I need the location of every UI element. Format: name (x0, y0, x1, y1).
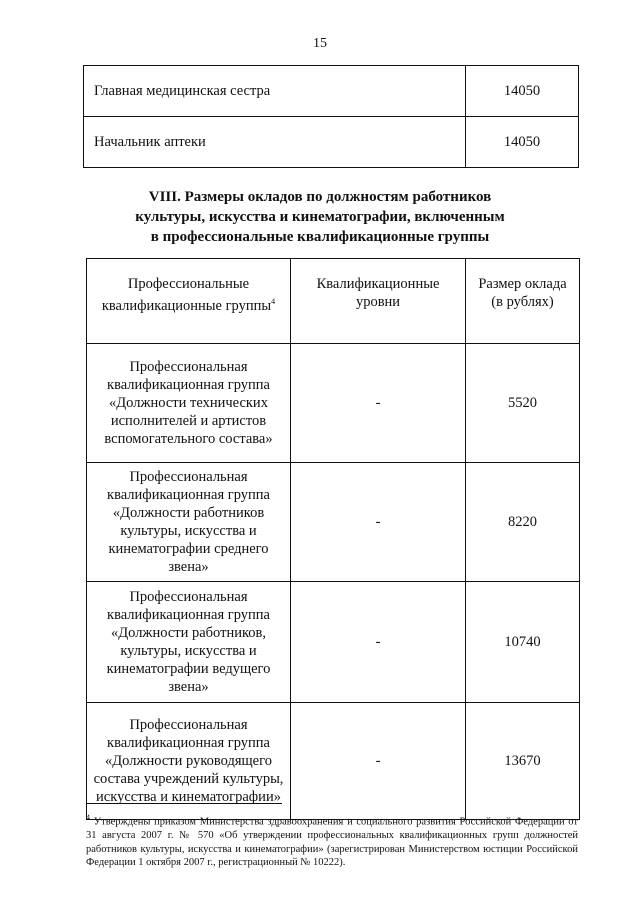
header-groups-label: Профессиональные квалификационные группы (101, 276, 272, 314)
section-title-line: VIII. Размеры окладов по должностям работников (148, 189, 492, 205)
table-row (84, 66, 579, 117)
footnote-ref: 4 (271, 297, 276, 306)
culture-salary-table (86, 258, 580, 820)
footnote-marker: 4 (86, 813, 90, 822)
salary-cell: 5520 (466, 344, 580, 463)
position-cell: Начальник аптеки (84, 117, 466, 168)
footnote-divider (86, 803, 282, 804)
table-row (87, 463, 580, 582)
table-row (87, 582, 580, 703)
section-title (90, 187, 550, 247)
level-cell: - (291, 344, 466, 463)
level-cell: - (291, 703, 466, 820)
table-row (84, 117, 579, 168)
page-number: 15 (313, 36, 327, 51)
section-title-line: в профессиональные квалификационные группы (150, 229, 490, 245)
table-header-row (87, 259, 580, 344)
salary-cell: 13670 (466, 703, 580, 820)
level-cell: - (291, 463, 466, 582)
salary-cell: 8220 (466, 463, 580, 582)
section-title-line: культуры, искусства и кинематографии, включенным (135, 209, 505, 225)
footnote-text: Утверждены приказом Министерства здравоохранения и социального развития Российской Федерации от 31 августа 2007 г. № 570 «Об утверждении профессиональных квалификационных групп должностей работников культуры, искусства и кинематографии» (зарегистрирован Министерством юстиции Российской Федерации 1 октября 2007 г., регистрационный № 10222). (86, 816, 578, 868)
group-cell: Профессиональная квалификационная группа «Должности работников культуры, искусства и кинематографии среднего звена» (87, 463, 291, 582)
group-cell: Профессиональная квалификационная группа «Должности технических исполнителей и артистов вспомогательного состава» (87, 344, 291, 463)
level-cell: - (291, 582, 466, 703)
salary-cell: 10740 (466, 582, 580, 703)
header-salary: Размер оклада (в рублях) (466, 259, 580, 344)
group-cell: Профессиональная квалификационная группа «Должности руководящего состава учреждений культуры, искусства и кинематографии» (87, 703, 291, 820)
header-levels: Квалификационные уровни (291, 259, 466, 344)
footnote (86, 811, 578, 870)
group-cell: Профессиональная квалификационная группа «Должности работников, культуры, искусства и кинематографии ведущего звена» (87, 582, 291, 703)
top-salary-table (83, 65, 579, 168)
salary-cell: 14050 (466, 66, 579, 117)
position-cell: Главная медицинская сестра (84, 66, 466, 117)
header-groups (87, 259, 291, 344)
table-row (87, 344, 580, 463)
salary-cell: 14050 (466, 117, 579, 168)
table-row (87, 703, 580, 820)
